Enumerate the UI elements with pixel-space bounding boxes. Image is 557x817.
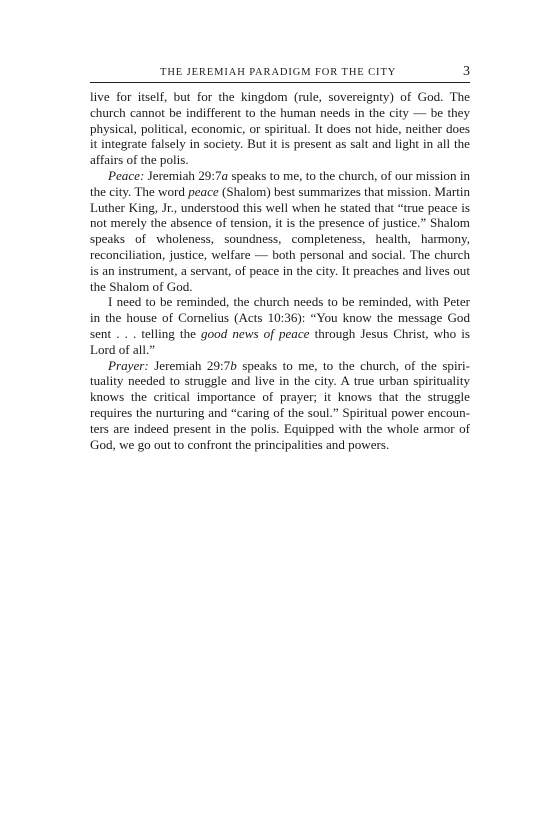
running-head-title: THE JEREMIAH PARADIGM FOR THE CITY bbox=[160, 67, 397, 78]
prayer-verse-suffix: b bbox=[230, 357, 237, 373]
peace-text-2: speaks to me, to the church, of our mission in the city. The word bbox=[90, 167, 471, 199]
paragraph-peace bbox=[90, 168, 470, 294]
peace-label: Peace: bbox=[108, 167, 145, 183]
prayer-text-1: Jeremiah 29:7 bbox=[148, 357, 231, 373]
body-text bbox=[90, 89, 470, 452]
peace-verse-suffix: a bbox=[221, 167, 229, 183]
peace-word: peace bbox=[188, 183, 219, 199]
paragraph-salt-and-light: live for itself, but for the kingdom (rule, sovereignty) of God. The church cannot be indifferent to the human needs in the city — be they physical, political, economic, or spiritual. It does not hide, neither does it integrate falsely in society. But it is present as salt and light in all the affairs of the polis. bbox=[90, 89, 470, 168]
paragraph-prayer bbox=[90, 358, 470, 453]
book-page bbox=[90, 64, 470, 452]
paragraph-cornelius bbox=[90, 294, 470, 357]
cornelius-text-1: I need to be reminded, the church needs to be reminded, with Peter in the house of Cornelius (Acts 10:36): “You know the message God sent . . . telling the bbox=[90, 294, 470, 341]
peace-text-3: (Shalom) best summarizes that mission. Martin Luther King, Jr., understood this well when he stated that “true peace is not merely the absence of tension, it is the presence of justice.” Shalom speaks of wholeness, soundness, completeness, health, harmony, reconciliation, justice, welfare — both personal and social. The church is an instrument, a servant, of peace in the city. It preaches and lives out the Shalom of God. bbox=[90, 183, 471, 294]
prayer-text-2: speaks to me, to the church, of the spirituality needed to struggle and live in the city. A true urban spirituality knows the critical importance of prayer; it knows that the struggle requires the nurturing and “caring of the soul.” Spiritual power encounters are indeed present in the polis. Equipped with the whole armor of God, we go out to confront the principalities and powers. bbox=[90, 357, 470, 452]
prayer-label: Prayer: bbox=[108, 357, 149, 373]
peace-text-1: Jeremiah 29:7 bbox=[144, 167, 222, 183]
good-news-of-peace: good news of peace bbox=[201, 325, 310, 341]
running-head bbox=[90, 64, 470, 83]
page-number: 3 bbox=[463, 64, 470, 79]
cornelius-text-2: through Jesus Christ, who is Lord of all.” bbox=[90, 325, 470, 357]
